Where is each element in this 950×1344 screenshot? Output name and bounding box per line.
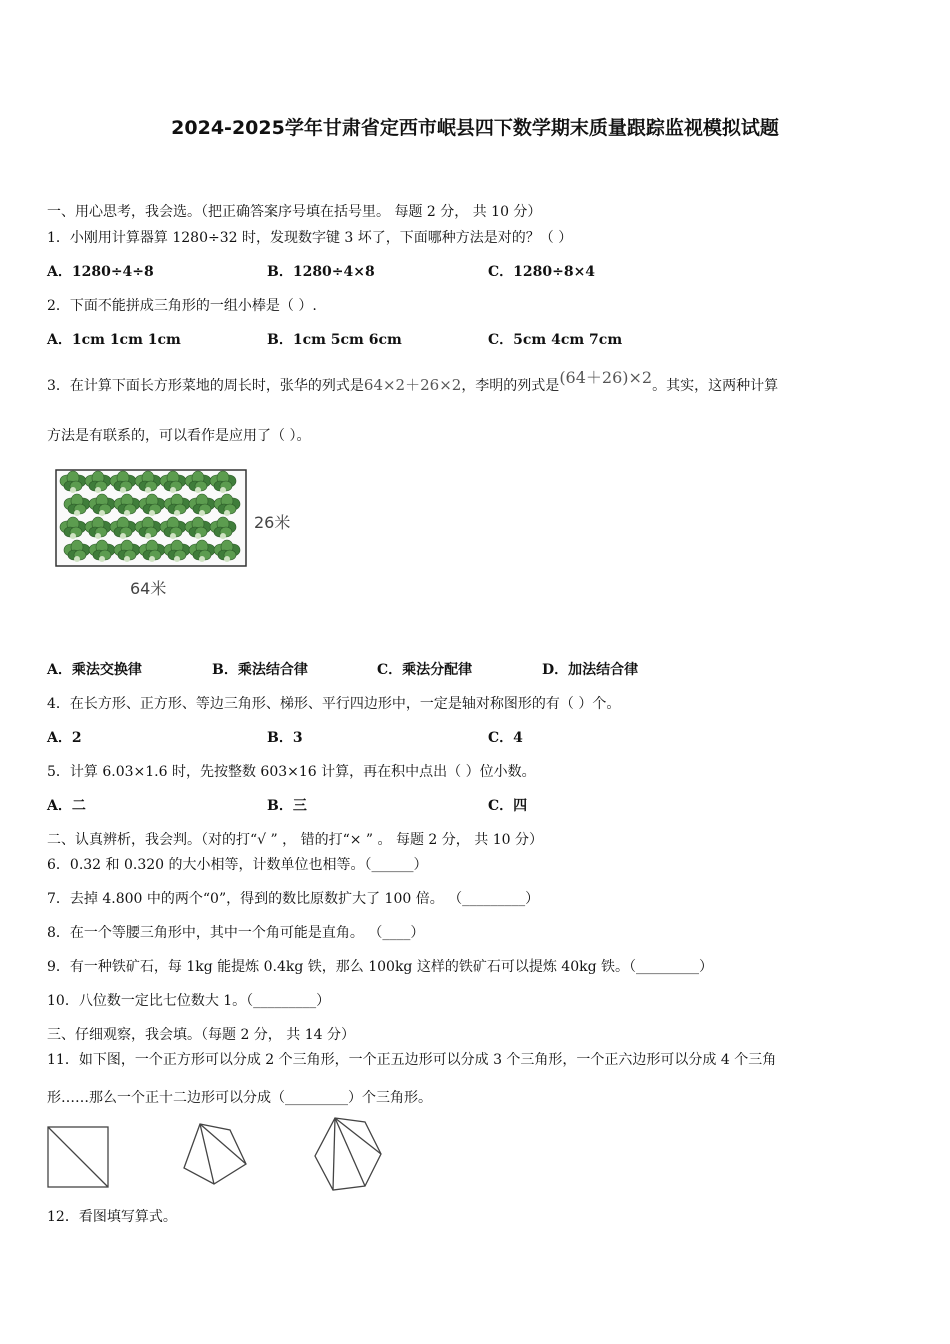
question-5: 5．计算 6.03×1.6 时，先按整数 603×16 计算，再在积中点出（ ）位小数。 bbox=[47, 764, 536, 780]
q3-text-b: ，李明的列式是 bbox=[461, 378, 560, 394]
square-divided-figure bbox=[45, 1124, 115, 1190]
pentagon-divided-figure bbox=[180, 1120, 252, 1190]
q5-option-c[interactable]: C．四 bbox=[488, 798, 528, 814]
q3-expression-2: (64＋26)×2 bbox=[559, 368, 653, 387]
q3-expression-1: 64×2＋26×2 bbox=[363, 376, 462, 394]
section-2-heading: 二、认真辨析，我会判。（对的打“√ ” ， 错的打“× ” 。 每题 2 分， 共 10 分） bbox=[47, 832, 543, 848]
question-3-line-1 bbox=[47, 368, 779, 395]
hexagon-divided-figure bbox=[311, 1114, 383, 1194]
question-2: 2．下面不能拼成三角形的一组小棒是（ ）. bbox=[47, 298, 317, 314]
question-11-line-2: 形……那么一个正十二边形可以分成（_________）个三角形。 bbox=[47, 1090, 432, 1106]
question-10: 10．八位数一定比七位数大 1。（_________） bbox=[47, 993, 331, 1009]
q1-option-a[interactable]: A．1280÷4÷8 bbox=[47, 264, 154, 280]
question-3-line-2: 方法是有联系的，可以看作是应用了（ ）。 bbox=[47, 428, 311, 444]
section-1-heading: 一、用心思考，我会选。（把正确答案序号填在括号里。 每题 2 分， 共 10 分） bbox=[47, 204, 542, 220]
q2-option-c[interactable]: C．5cm 4cm 7cm bbox=[488, 332, 623, 348]
question-6: 6．0.32 和 0.320 的大小相等，计数单位也相等。（______） bbox=[47, 857, 428, 873]
q1-option-c[interactable]: C．1280÷8×4 bbox=[488, 264, 596, 280]
vegetable-field-figure bbox=[55, 469, 305, 604]
q5-option-a[interactable]: A．二 bbox=[47, 798, 86, 814]
q4-option-a[interactable]: A．2 bbox=[47, 730, 82, 746]
section-3-heading: 三、仔细观察，我会填。（每题 2 分， 共 14 分） bbox=[47, 1027, 355, 1043]
q2-option-a[interactable]: A．1cm 1cm 1cm bbox=[47, 332, 181, 348]
field-length-label: 64米 bbox=[130, 579, 167, 598]
field-width-label: 26米 bbox=[254, 513, 291, 532]
q3-option-d[interactable]: D．加法结合律 bbox=[542, 662, 639, 678]
question-9: 9．有一种铁矿石，每 1kg 能提炼 0.4kg 铁，那么 100kg 这样的铁矿石可以提炼 40kg 铁。（_________） bbox=[47, 959, 713, 975]
q3-text-c: 。其实，这两种计算 bbox=[652, 378, 779, 394]
q1-option-b[interactable]: B．1280÷4×8 bbox=[267, 264, 375, 280]
q3-option-c[interactable]: C．乘法分配律 bbox=[377, 662, 473, 678]
q3-text-a: 3．在计算下面长方形菜地的周长时，张华的列式是 bbox=[47, 378, 364, 394]
question-11-line-1: 11．如下图，一个正方形可以分成 2 个三角形，一个正五边形可以分成 3 个三角形，一个正六边形可以分成 4 个三角 bbox=[47, 1052, 777, 1068]
question-12: 12．看图填写算式。 bbox=[47, 1209, 177, 1225]
question-4: 4．在长方形、正方形、等边三角形、梯形、平行四边形中，一定是轴对称图形的有（ ）个。 bbox=[47, 696, 621, 712]
page-title: 2024-2025学年甘肃省定西市岷县四下数学期末质量跟踪监视模拟试题 bbox=[171, 117, 779, 139]
question-7: 7．去掉 4.800 中的两个“0”，得到的数比原数扩大了 100 倍。 （_________） bbox=[47, 891, 540, 907]
q4-option-b[interactable]: B．3 bbox=[267, 730, 303, 746]
q4-option-c[interactable]: C．4 bbox=[488, 730, 523, 746]
q3-option-b[interactable]: B．乘法结合律 bbox=[212, 662, 308, 678]
q5-option-b[interactable]: B．三 bbox=[267, 798, 307, 814]
q3-option-a[interactable]: A．乘法交换律 bbox=[47, 662, 142, 678]
question-8: 8．在一个等腰三角形中，其中一个角可能是直角。 （____） bbox=[47, 925, 425, 941]
question-1: 1．小刚用计算器算 1280÷32 时，发现数字键 3 坏了，下面哪种方法是对的？（ ） bbox=[47, 230, 573, 246]
q2-option-b[interactable]: B．1cm 5cm 6cm bbox=[267, 332, 402, 348]
